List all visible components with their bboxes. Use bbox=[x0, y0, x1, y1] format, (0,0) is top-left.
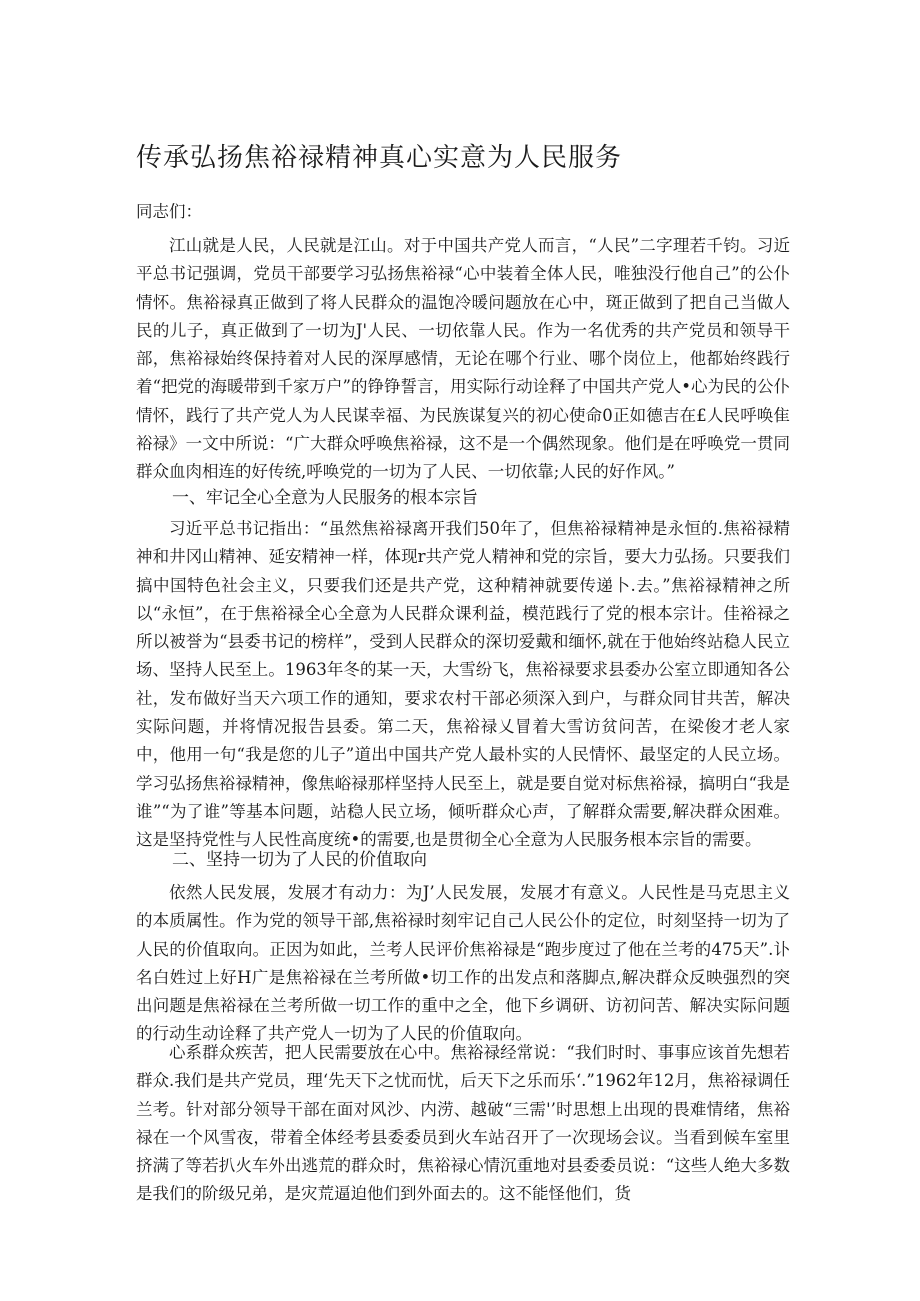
paragraph: 依然人民发展，发展才有动力：为J’人民发展，发展才有意义。人民性是马克思主义的本质属性。作为党的领导干部,焦裕禄时刻牢记自己人民公仆的定位，时刻坚持一切为了人民的价值取向。正因为如此，兰考人民评价焦裕禄是“跑步度过了他在兰考的475天”.讣名白姓过上好H广是焦裕禄在兰考所做•切工作的出发点和落脚点,解决群众反映强烈的突出问题是焦裕禄在兰考所做一切工作的重中之全，他下乡调研、访初问苦、解决实际问题的行动生动诠释了共产党人一切为了人民的价值取向。 bbox=[136, 883, 790, 1044]
salutation: 同志们： bbox=[136, 202, 202, 221]
paragraph: 习近平总书记指出：“虽然焦裕禄离开我们50年了，但焦裕禄精神是永恒的.焦裕禄精神和井冈山精神、延安精神一样，体现r共产党人精神和党的宗旨，要大力弘扬。只要我们搞中国特色社会主义，只要我们还是共产党，这种精神就要传递卜.去。”焦裕禄精神之所以“永恒”，在于焦裕禄全心全意为人民群众课利益，模范践行了党的根本宗计。佳裕禄之所以被誉为“县委书记的榜样”，受到人民群众的深切爱戴和缅怀,就在于他始终站稳人民立场、坚持人民至上。1963年冬的某一天，大雪纷飞，焦裕禄要求县委办公室立即通知各公社，发布做好当天六项工作的通知，要求农村干部必须深入到户，与群众同甘共苦，解决实际问题，并将情况报告县委。第二天，焦裕禄乂冒着大雪访贫问苦，在梁俊才老人家中，他用一句“我是您的儿子”道出中国共产党人最朴实的人民情怀、最坚定的人民立场。学习弘扬焦裕禄精神，像焦峪禄那样坚持人民至上，就是要自觉对标焦裕禄，搞明白“我是谁”“为了谁”等基本问题，站稳人民立场，倾听群众心声，了解群众需要,解决群众困难。这是坚持党性与人民性高度统•的需要,也是贯彻全心全意为人民服务根本宗旨的需要。 bbox=[136, 519, 790, 850]
document-title: 传承弘扬焦裕禄精神真心实意为人民服务 bbox=[136, 143, 623, 173]
section-heading: 二、坚持一切为了人民的价值取向 bbox=[172, 850, 427, 870]
paragraph: 心系群众疾苦，把人民需要放在心中。焦裕禄经常说：“我们时时、事事应该首先想若群众.我们是共产党员，理‘先天下之忧而忧，后天下之乐而乐‘.”1962年12月，焦裕禄调任兰考。针对部分领导干部在面对风沙、内涝、越破“三需'’时思想上出现的畏难情绪，焦裕禄在一个风雪夜，带着全体经考县委委员到火车站召开了一次现场会议。当看到候车室里挤满了等若扒火车外出逃荒的群众时，焦裕禄心情沉重地对县委委员说：“这些人绝大多数是我们的阶级兄弟，是灾荒逼迫他们到外面去的。这不能怪他们，货 bbox=[136, 1043, 790, 1204]
paragraph: 江山就是人民，人民就是江山。对于中国共产党人而言，“人民”二字理若千钧。习近平总书记强调，党员干部要学习弘扬焦裕禄“心中装着全体人民，唯独没行他自己”的公仆情怀。焦裕禄真正做到了将人民群众的温饱冷暖问题放在心中，斑正做到了把自己当做人民的儿子，真正做到了一切为J'人民、一切依靠人民。作为一名优秀的共产党员和领导干部，焦裕禄始终保持着对人民的深厚感情，无论在哪个行业、哪个岗位上，他都始终践行着“把党的海暖带到千家万户”的铮铮誓言，用实际行动诠释了中国共产党人•心为民的公仆情怀，践行了共产党人为人民谋幸福、为民族谋复兴的初心使命0正如德吉在£人民呼唤隹裕禄》一文中所说：“广大群众呼唤焦裕禄，这不是一个偶然现象。他们是在呼唤党一贯同群众血肉相连的好传统,呼唤党的一切为了人民、一切依靠;人民的好作风。” bbox=[136, 236, 790, 482]
section-heading: 一、牢记全心全意为人民服务的根本宗旨 bbox=[172, 488, 478, 508]
